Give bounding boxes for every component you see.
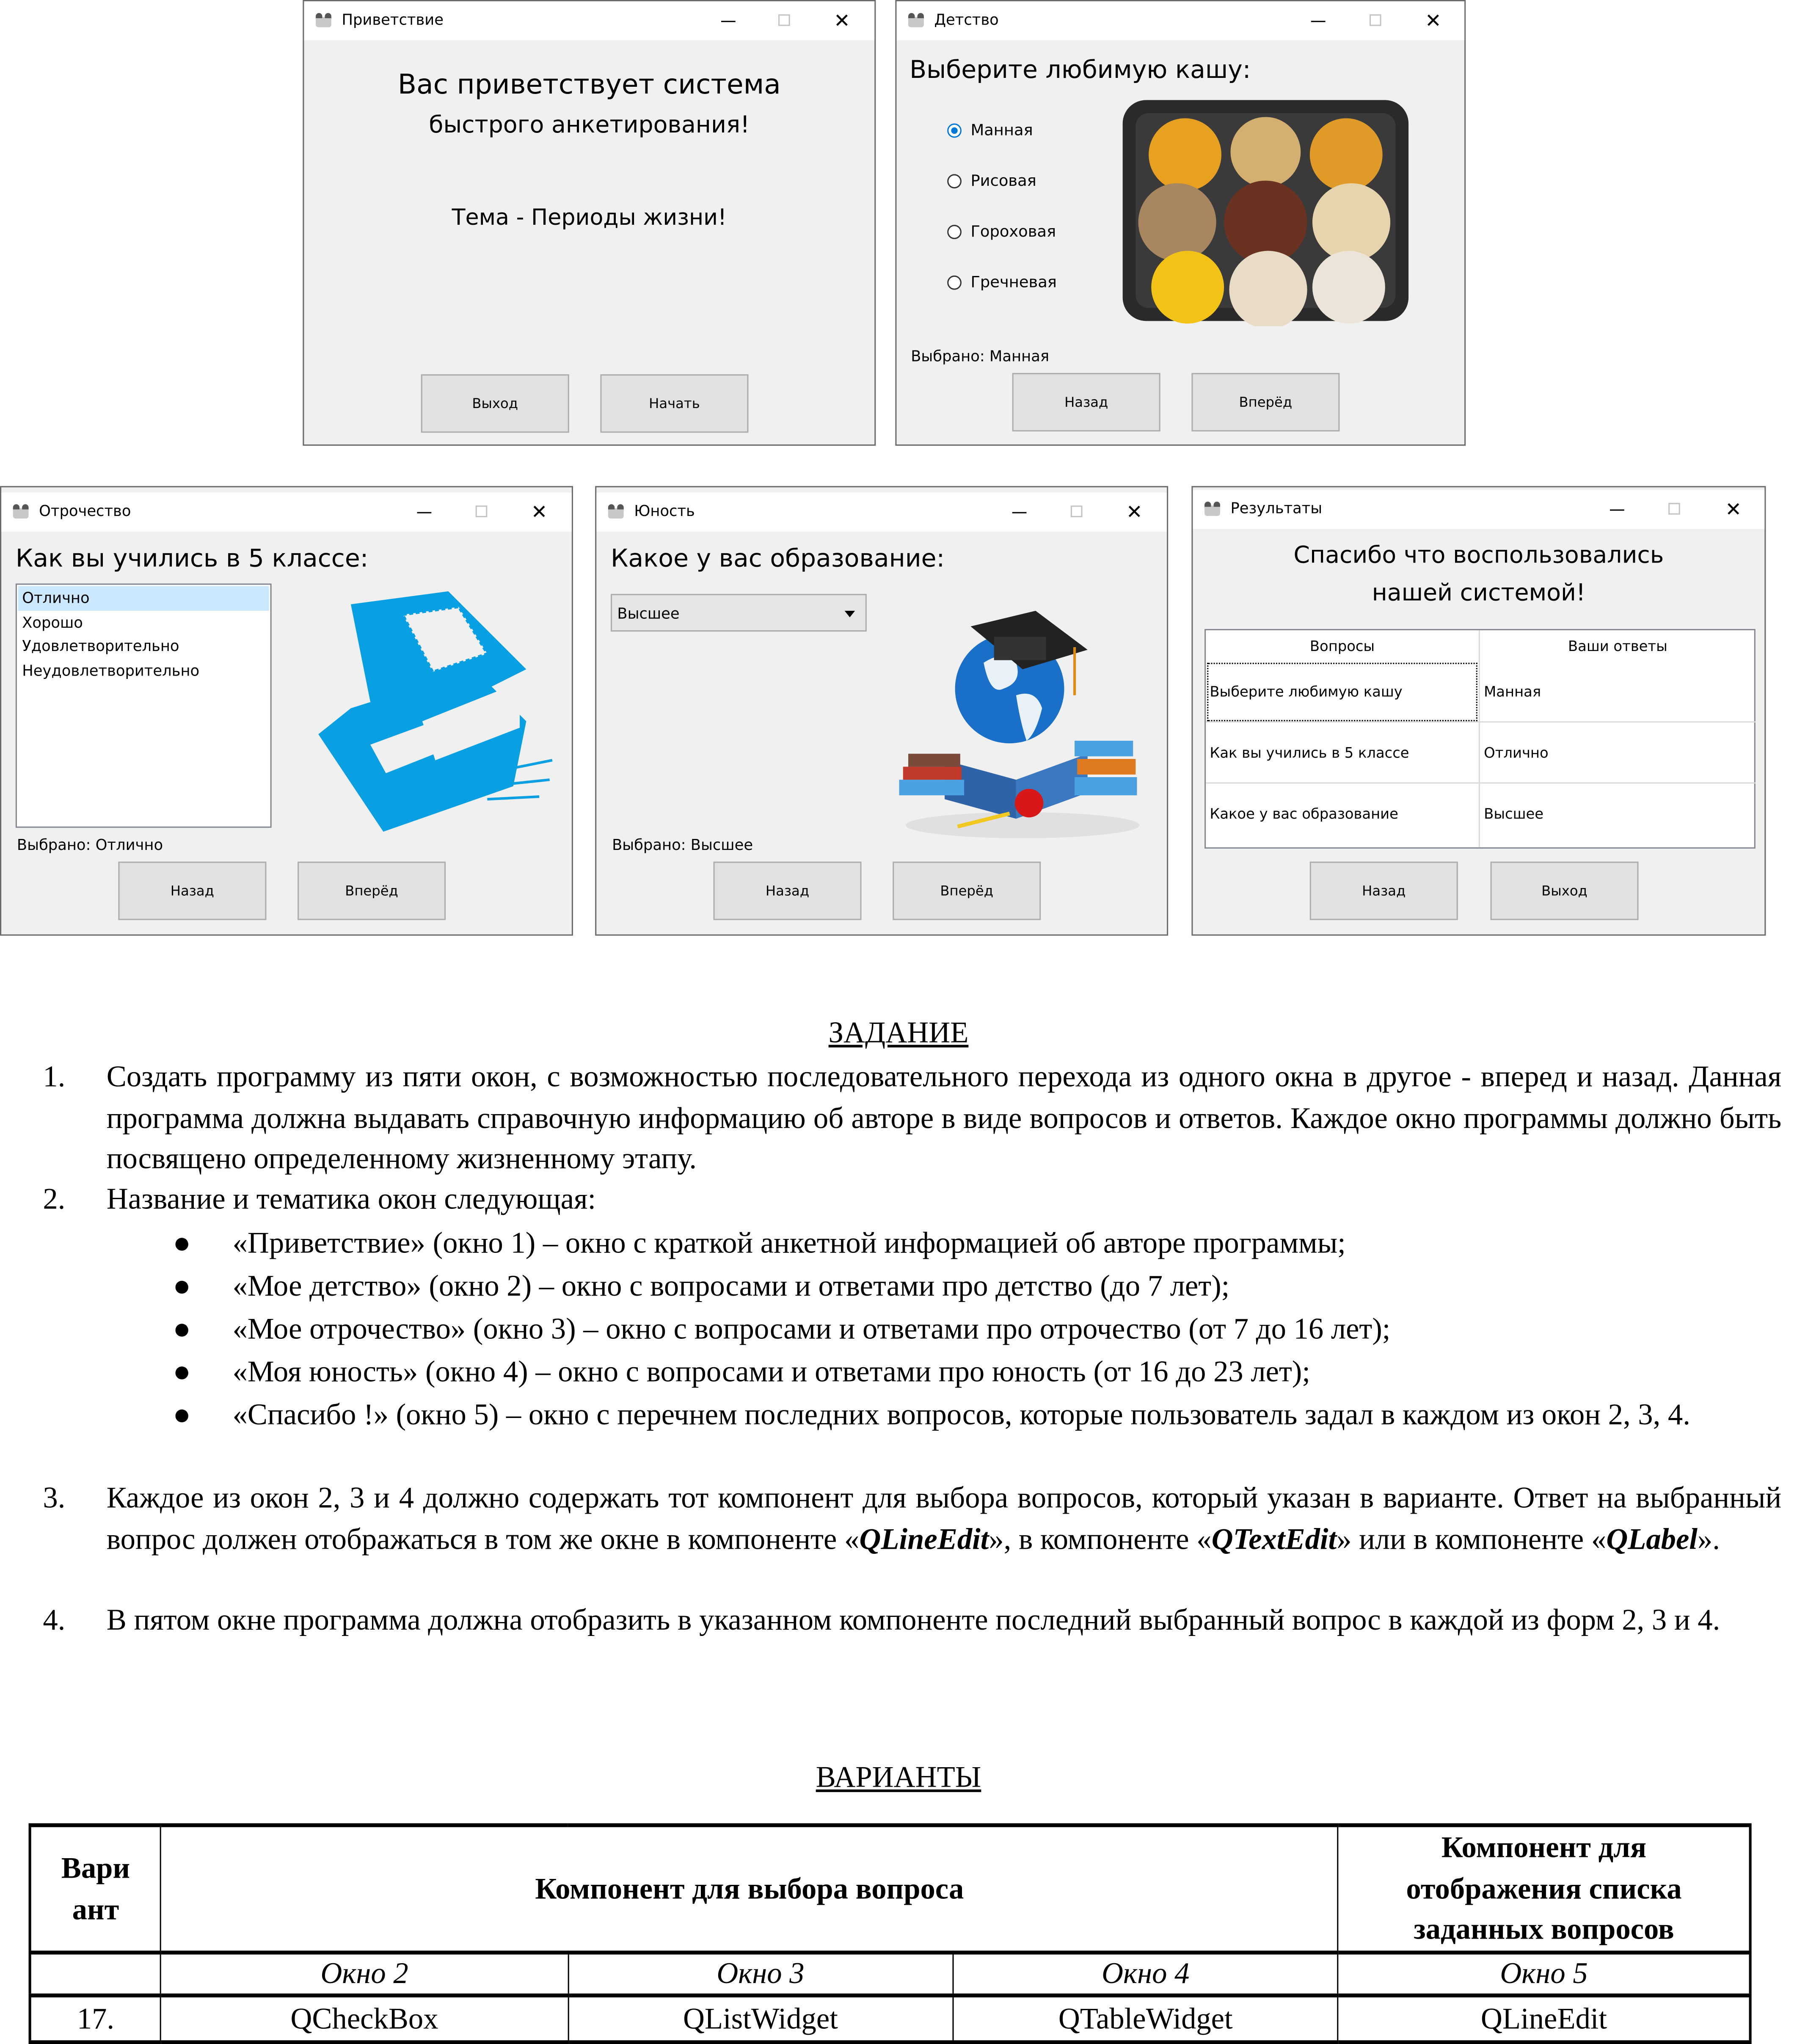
bullet-item: ● «Моя юность» (окно 4) – окно с вопросами и ответами про юность (от 16 до 23 лет); xyxy=(233,1352,1740,1393)
subheader-cell: Окно 4 xyxy=(953,1953,1338,1995)
close-icon[interactable]: ✕ xyxy=(1725,497,1742,521)
question-label: Как вы учились в 5 классе: xyxy=(15,544,369,573)
topic-label: Тема - Периоды жизни! xyxy=(452,205,727,232)
bullet-icon: ● xyxy=(173,1269,191,1302)
bullet-icon: ● xyxy=(173,1312,191,1345)
question-label: Какое у вас образование: xyxy=(610,544,945,573)
bullet-icon: ● xyxy=(173,1227,191,1260)
task-item-3: 3. Каждое из окон 2, 3 и 4 должно содержать тот компонент для выбора вопросов, который указан в варианте. Ответ на выбранный вопрос должен отображаться в том же окне в компоненте «QLineEdit», в компоненте «QTextEdit» или в компоненте «QLabel». xyxy=(43,1481,1782,1555)
window-title: Детство xyxy=(934,10,999,29)
greeting-line-1: Вас приветствует система xyxy=(397,69,781,100)
header-select-component: Компонент для выбора вопроса xyxy=(161,1825,1338,1953)
close-icon[interactable]: ✕ xyxy=(531,500,548,524)
table-cell: QTableWidget xyxy=(953,1995,1338,2042)
subheader-empty xyxy=(30,1953,161,1995)
variants-table xyxy=(29,1823,1752,2044)
exit-button[interactable]: Выход xyxy=(1491,862,1639,920)
thanks-line-1: Спасибо что воспользовались xyxy=(1293,542,1664,569)
list-item[interactable]: Удовлетворительно xyxy=(22,637,179,655)
bullet-item: ● «Спасибо !» (окно 5) – окно с перечнем последних вопросов, которые пользователь задал в каждом из окон 2, 3, 4. xyxy=(233,1394,1740,1435)
table-cell[interactable]: Высшее xyxy=(1484,805,1544,823)
table-cell[interactable]: Какое у вас образование xyxy=(1210,805,1398,823)
exit-button[interactable]: Выход xyxy=(421,374,569,433)
column-header[interactable]: Ваши ответы xyxy=(1568,637,1667,654)
radio-gorokhovaya[interactable]: Гороховая xyxy=(947,222,1056,240)
list-item[interactable]: Отлично xyxy=(18,586,269,610)
selected-label: Выбрано: Манная xyxy=(911,347,1050,365)
thanks-line-2: нашей системой! xyxy=(1372,579,1586,607)
radio-grechnevaya[interactable]: Гречневая xyxy=(947,273,1057,291)
table-row xyxy=(30,1995,1750,2042)
window-title: Юность xyxy=(634,502,695,520)
back-button[interactable]: Назад xyxy=(714,862,862,920)
table-cell[interactable]: Как вы учились в 5 классе xyxy=(1206,723,1479,783)
bullet-item: ● «Мое отрочество» (окно 3) – окно с вопросами и ответами про отрочество (от 7 до 16 лет); xyxy=(233,1309,1740,1350)
greeting-line-2: быстрого анкетирования! xyxy=(429,112,750,139)
forward-button[interactable]: Вперёд xyxy=(298,862,446,920)
question-label: Выберите любимую кашу: xyxy=(910,56,1251,85)
bullet-icon: ● xyxy=(173,1355,191,1388)
subheader-cell: Окно 2 xyxy=(161,1953,568,1995)
close-icon[interactable]: ✕ xyxy=(834,9,850,33)
window-title: Результаты xyxy=(1230,499,1323,517)
variant-number: 17. xyxy=(30,1995,161,2042)
bullet-icon: ● xyxy=(173,1398,191,1431)
table-cell: QCheckBox xyxy=(161,1995,568,2042)
list-item[interactable]: Хорошо xyxy=(22,612,83,631)
back-button[interactable]: Назад xyxy=(1310,862,1458,920)
forward-button[interactable]: Вперёд xyxy=(893,862,1041,920)
table-cell[interactable]: Отлично xyxy=(1480,723,1756,783)
window-title: Приветствие xyxy=(342,10,444,29)
bullet-item: ● «Приветствие» (окно 1) – окно с краткой анкетной информацией об авторе программы; xyxy=(233,1223,1740,1264)
table-cell: QLineEdit xyxy=(1338,1995,1750,2042)
bullet-item: ● «Мое детство» (окно 2) – окно с вопросами и ответами про детство (до 7 лет); xyxy=(233,1266,1740,1307)
table-cell[interactable]: Выберите любимую кашу xyxy=(1206,662,1479,723)
back-button[interactable]: Назад xyxy=(118,862,266,920)
task-item-4: 4. В пятом окне программа должна отобразить в указанном компоненте последний выбранный вопрос в каждой из форм 2, 3 и 4. xyxy=(43,1603,1720,1636)
combo-value: Высшее xyxy=(617,604,680,623)
column-header[interactable]: Вопросы xyxy=(1309,637,1375,654)
selected-label: Выбрано: Отлично xyxy=(17,836,163,854)
task-item-2: 2. Название и тематика окон следующая: xyxy=(43,1182,596,1215)
list-item[interactable]: Неудовлетворительно xyxy=(22,661,200,679)
header-variant: Вари ант xyxy=(30,1825,161,1953)
forward-button[interactable]: Вперёд xyxy=(1191,373,1339,431)
table-cell: QListWidget xyxy=(568,1995,953,2042)
task-item-1: 1. Создать программу из пяти окон, с возможностью последовательного перехода из одного окна в другое - вперед и назад. Данная программа должна выдавать справочную информацию об авторе в виде вопросов и ответов. Каждое окно программы должно быть посвящено определенному жизненному этапу. xyxy=(43,1060,1782,1175)
table-cell[interactable]: Манная xyxy=(1480,662,1756,723)
header-display-component: Компонент для отображения списка заданных вопросов xyxy=(1338,1825,1750,1953)
back-button[interactable]: Назад xyxy=(1012,373,1160,431)
window-title: Отрочество xyxy=(39,502,131,520)
close-icon[interactable]: ✕ xyxy=(1126,500,1143,524)
radio-mannaya[interactable]: Манная xyxy=(947,121,1033,139)
variants-heading: ВАРИАНТЫ xyxy=(816,1761,981,1793)
task-heading: ЗАДАНИЕ xyxy=(828,1016,969,1049)
subheader-cell: Окно 3 xyxy=(568,1953,953,1995)
subheader-cell: Окно 5 xyxy=(1338,1953,1750,1995)
start-button[interactable]: Начать xyxy=(600,374,748,433)
selected-label: Выбрано: Высшее xyxy=(612,836,753,854)
close-icon[interactable]: ✕ xyxy=(1425,9,1441,33)
radio-risovaya[interactable]: Рисовая xyxy=(947,171,1036,190)
